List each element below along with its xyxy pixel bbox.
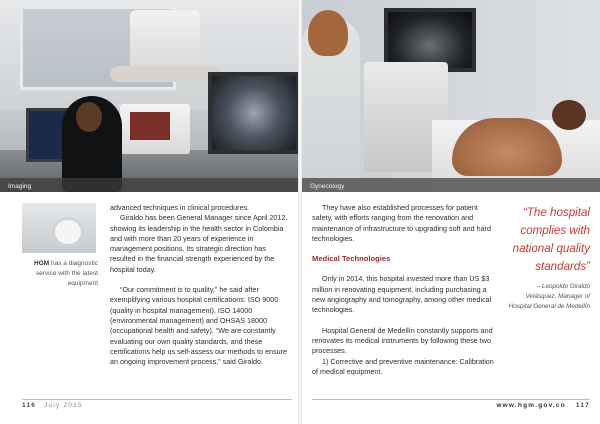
left-paragraph-2: Giraldo has been General Manager since April 2012, showing its leadership in the health sector in Colombia and with more than 20 years of experience in management positions. Its strategic direction has resulted in the financial strength experienced by the hospital today. (110, 213, 288, 274)
right-paragraph-4: 1) Corrective and preventive maintenance: Calibration of medical equipment. (312, 356, 494, 376)
attribution-role: Velásquez, Manager of Hospital General de Medellín (508, 293, 590, 310)
website-link[interactable]: www.hgm.gov.co (496, 402, 566, 409)
medical-technologies-heading: Medical Technologies (312, 254, 391, 264)
left-paragraph-1: advanced techniques in clinical procedures. (110, 203, 250, 212)
imaging-photo-caption: Imaging (8, 183, 32, 190)
issue-date: July 2015 (44, 402, 83, 409)
left-page-number: 116 (22, 402, 37, 409)
gynecology-photo-caption: Gynecology (310, 183, 345, 190)
left-page (0, 0, 298, 424)
diagnostic-room-thumbnail (22, 203, 96, 253)
quote-attribution (504, 282, 590, 312)
right-paragraph-1: They have also established processes for patient safety, with efforts ranging from the renovation and maintenance of infrastructure to upgrading soft and hard technologies. (312, 203, 491, 243)
right-article-column (312, 203, 496, 377)
right-footer (312, 399, 590, 414)
left-article-column (110, 203, 288, 367)
sidebar-caption (22, 259, 98, 289)
right-paragraph-2: Only in 2014, this hospital invested more than US $3 million in renovating equipment, including purchasing a new angiography and tomography, among other medical technologies. (312, 274, 492, 315)
sidebar-caption-text: has a diagnostic service with the latest equipment (35, 260, 98, 287)
left-footer (22, 399, 292, 414)
left-paragraph-3: “Our commitment is to quality,” he said after exemplifying various hospital certifications: ISO 9000 (quality in hospital management), ISO 14000 (environmental management) and OHSAS 18000 (occupational health and safety). “We are constantly evaluating our own quality standards, and these certifications help us self-assess our methods to ensure an ongoing improvement process,” said Giraldo. (110, 285, 287, 367)
gynecology-photo (302, 0, 600, 192)
pull-quote: “The hospital complies with national quality standards” (512, 206, 590, 273)
right-page (302, 0, 600, 424)
right-paragraph-3: Hospital General de Medellín constantly supports and renovates its medical instruments by following these two processes. (312, 325, 493, 356)
attribution-name: – Leopoldo Giraldo (536, 283, 590, 290)
sidebar-caption-prefix: HGM (34, 260, 50, 267)
imaging-photo (0, 0, 298, 192)
right-page-number: 117 (575, 402, 590, 409)
